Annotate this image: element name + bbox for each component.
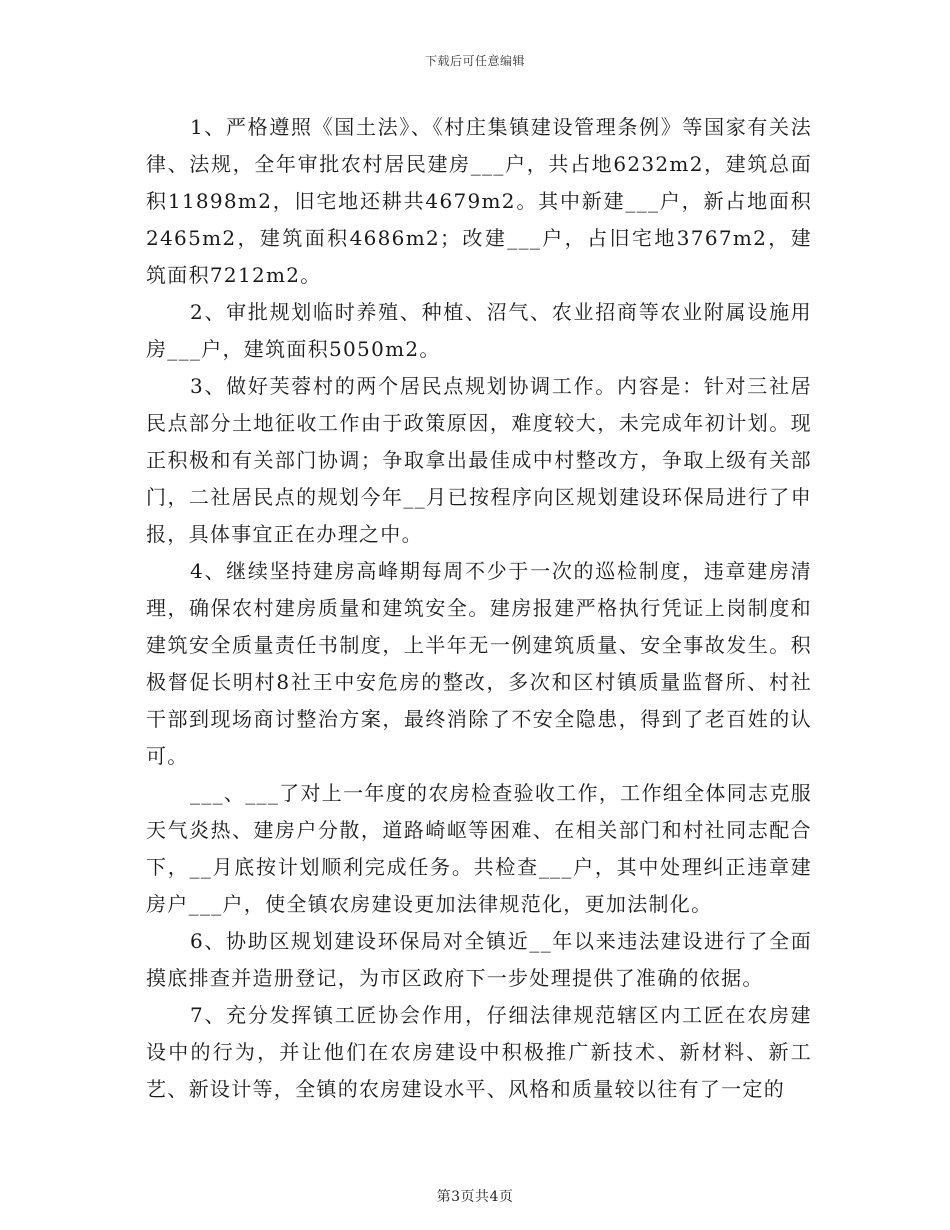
paragraph-1: 1、严格遵照《国土法》、《村庄集镇建设管理条例》等国家有关法律、法规，全年审批农村居民建房___户，共占地6232m2，建筑总面积11898m2，旧宅地还耕共4679m2。其中新建___户，新占地面积2465m2，建筑面积4686m2；改建___户，占旧宅地3767m2，建筑面积7212m2。 [146,115,812,287]
paragraph-4: 4、继续坚持建房高峰期每周不少于一次的巡检制度，违章建房清理，确保农村建房质量和建筑安全。建房报建严格执行凭证上岗制度和建筑安全质量责任书制度，上半年无一例建筑质量、安全事故发生。积极督促长明村8社王中安危房的整改，多次和区村镇质量监督所、村社干部到现场商讨整治方案，最终消除了不安全隐患，得到了老百姓的认可。 [146,559,812,768]
paragraph-6: 6、协助区规划建设环保局对全镇近__年以来违法建设进行了全面摸底排查并造册登记，为市区政府下一步处理提供了准确的依据。 [146,929,812,990]
paragraph-2: 2、审批规划临时养殖、种植、沼气、农业招商等农业附属设施用房___户，建筑面积5050m2。 [146,300,812,361]
paragraph-3: 3、做好芙蓉村的两个居民点规划协调工作。内容是：针对三社居民点部分土地征收工作由于政策原因，难度较大，未完成年初计划。现正积极和有关部门协调；争取拿出最佳成中村整改方，争取上级有关部门，二社居民点的规划今年__月已按程序向区规划建设环保局进行了申报，具体事宜正在办理之中。 [146,374,812,546]
page-header-note: 下载后可任意编辑 [424,54,525,68]
page-number: 第3页共4页 [436,1189,514,1205]
document-body [146,109,812,1108]
paragraph-7: 7、充分发挥镇工匠协会作用，仔细法律规范辖区内工匠在农房建设中的行为，并让他们在农房建设中积极推广新技术、新材料、新工艺、新设计等，全镇的农房建设水平、风格和质量较以往有了一定的 [146,1003,812,1101]
paragraph-5: ___、___了对上一年度的农房检查验收工作，工作组全体同志克服天气炎热、建房户分散，道路崎岖等困难、在相关部门和村社同志配合下，__月底按计划顺利完成任务。共检查___户，其中处理纠正违章建房户___户，使全镇农房建设更加法律规范化，更加法制化。 [146,781,812,916]
